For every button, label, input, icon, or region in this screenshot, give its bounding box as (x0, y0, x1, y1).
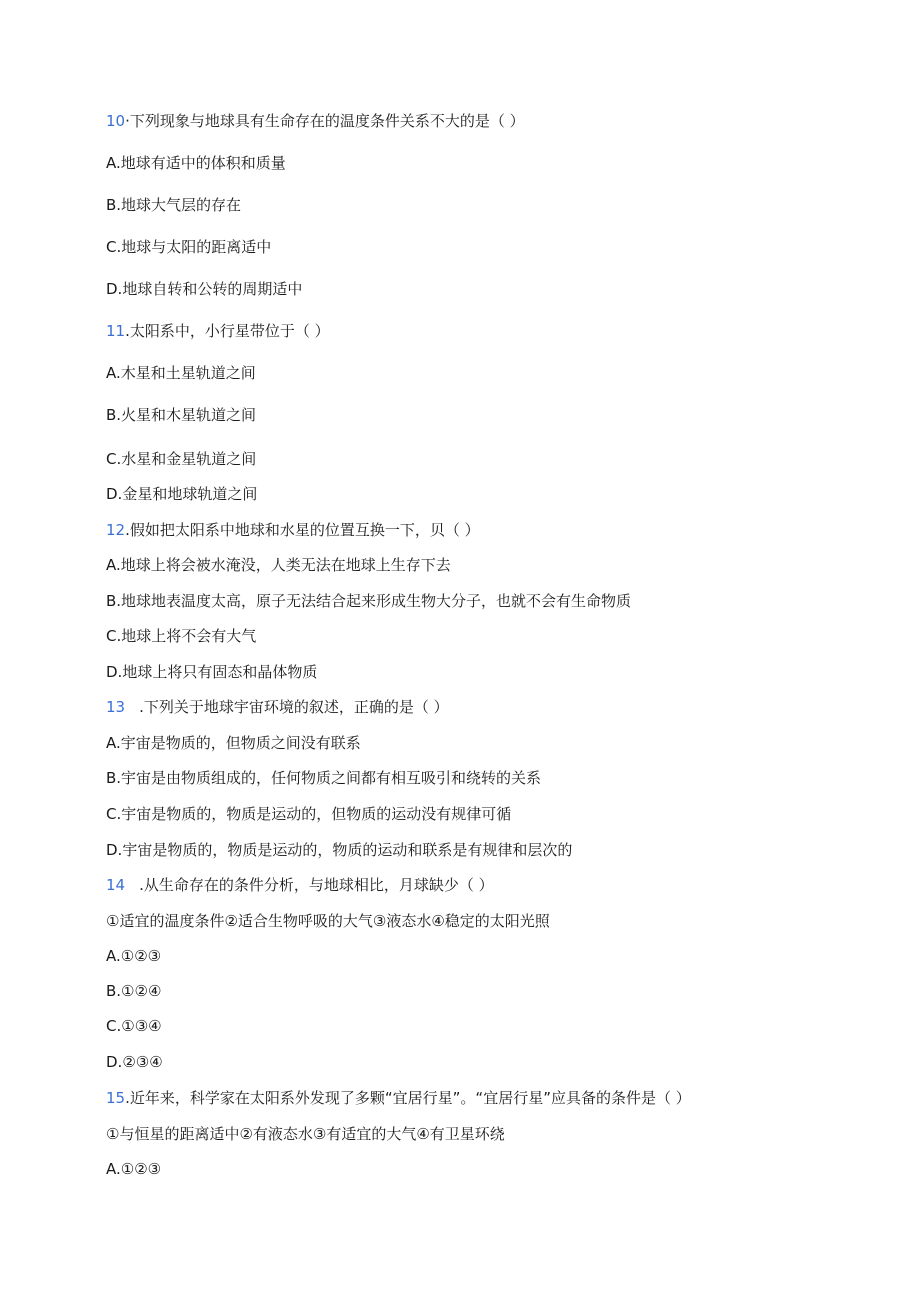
question-number: 12 (106, 521, 126, 539)
question-10-option-c: C.地球与太阳的距离适中 (106, 238, 272, 256)
question-11-option-b: B.火星和木星轨道之间 (106, 406, 257, 424)
question-number: 11 (106, 322, 126, 340)
question-text: 下列现象与地球具有生命存在的温度条件关系不大的是（ ） (129, 112, 525, 130)
question-12-option-c: C.地球上将不会有大气 (106, 627, 257, 645)
question-11-option-a: A.木星和土星轨道之间 (106, 364, 256, 382)
question-14-option-d: D.②③④ (106, 1053, 163, 1071)
question-text: .从生命存在的条件分析，与地球相比，月球缺少（ ） (139, 876, 494, 894)
question-10-option-a: A.地球有适中的体积和质量 (106, 154, 286, 172)
question-13-option-d: D.宇宙是物质的，物质是运动的，物质的运动和联系是有规律和层次的 (106, 841, 573, 859)
question-14-stem (106, 875, 494, 895)
question-11-option-d: D.金星和地球轨道之间 (106, 485, 258, 503)
question-10-option-d: D.地球自转和公转的周期适中 (106, 280, 303, 298)
question-14-conditions: ①适宜的温度条件②适合生物呼吸的大气③液态水④稳定的太阳光照 (106, 912, 550, 930)
question-12-option-d: D.地球上将只有固态和晶体物质 (106, 663, 318, 681)
question-14-option-b: B.①②④ (106, 982, 162, 1000)
question-number: 15 (106, 1089, 126, 1107)
question-10-option-b: B.地球大气层的存在 (106, 196, 242, 214)
question-15-conditions: ①与恒星的距离适中②有液态水③有适宜的大气④有卫星环绕 (106, 1125, 505, 1143)
question-separator: . (125, 1089, 130, 1107)
question-14-option-c: C.①③④ (106, 1017, 162, 1035)
question-10-stem (106, 111, 525, 131)
question-13-option-b: B.宇宙是由物质组成的，任何物质之间都有相互吸引和绕转的关系 (106, 769, 542, 787)
question-11-stem (106, 321, 330, 341)
question-12-option-b: B.地球地表温度太高，原子无法结合起来形成生物大分子，也就不会有生命物质 (106, 592, 632, 610)
question-13-option-a: A.宇宙是物质的，但物质之间没有联系 (106, 734, 361, 752)
question-number: 10 (106, 112, 126, 130)
question-13-stem (106, 697, 449, 717)
question-number: 13 (106, 698, 126, 716)
question-text: 太阳系中，小行星带位于（ ） (129, 322, 330, 340)
question-12-stem (106, 520, 480, 540)
question-15-option-a: A.①②③ (106, 1160, 162, 1178)
question-text: .下列关于地球宇宙环境的叙述，正确的是（ ） (139, 698, 449, 716)
question-12-option-a: A.地球上将会被水淹没，人类无法在地球上生存下去 (106, 556, 451, 574)
question-13-option-c: C.宇宙是物质的，物质是运动的，但物质的运动没有规律可循 (106, 805, 512, 823)
question-text: 假如把太阳系中地球和水星的位置互换一下，贝（ ） (129, 521, 480, 539)
question-text: 近年来，科学家在太阳系外发现了多颗“宜居行星”。“宜居行星”应具备的条件是（ ） (129, 1089, 691, 1107)
question-15-stem (106, 1088, 691, 1108)
question-separator: . (125, 322, 130, 340)
question-11-option-c: C.水星和金星轨道之间 (106, 450, 257, 468)
question-separator: · (125, 112, 130, 130)
question-number: 14 (106, 876, 126, 894)
question-14-option-a: A.①②③ (106, 947, 162, 965)
question-separator: . (125, 521, 130, 539)
